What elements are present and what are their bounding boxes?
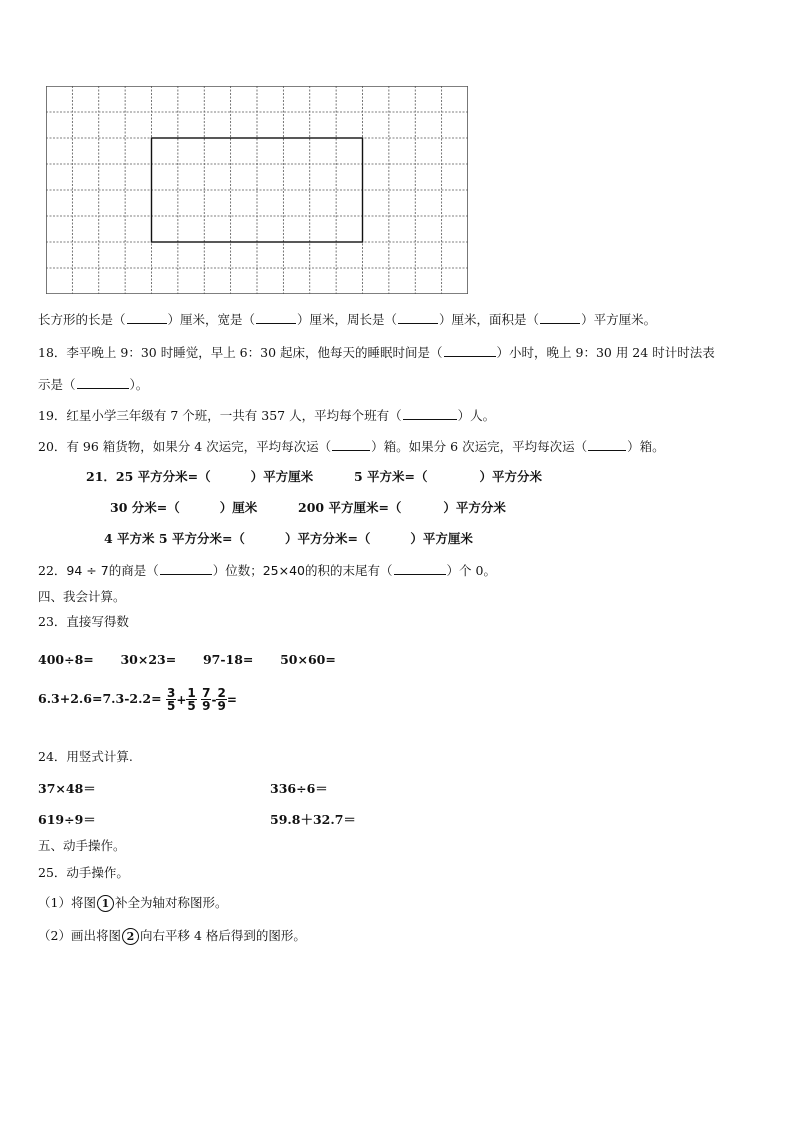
q18-line-2 xyxy=(38,377,148,393)
q21-text-10: ）平方分米=（ xyxy=(284,531,371,546)
q19-text-1: 19．红星小学三年级有 7 个班，一共有 357 人，平均每个班有（ xyxy=(38,408,402,423)
q22-text-4: 的积的末尾有（ xyxy=(305,563,393,578)
q25-step-1 xyxy=(38,895,227,912)
q18-text-2: ）小时，晚上 9：30 用 24 时计时法表 xyxy=(496,345,715,360)
q18-text-3: 示是（ xyxy=(38,377,76,392)
q22-line xyxy=(38,563,496,579)
q21-text-8: ）平方分米 xyxy=(443,500,506,515)
q25-title: 25．动手操作。 xyxy=(38,865,129,880)
q20-blank-1[interactable] xyxy=(332,440,370,451)
q23-fraction-4: $\frac{2}{9}$ xyxy=(217,686,226,713)
grid-svg xyxy=(46,86,468,294)
q19-text-2: ）人。 xyxy=(457,408,496,423)
q24-item-4: 59.8＋32.7＝ xyxy=(270,812,356,827)
circled-one-icon: 1 xyxy=(97,895,114,912)
q17-text-5: ）平方厘米。 xyxy=(581,312,657,327)
q21-text-9: 4 平方米 5 平方分米=（ xyxy=(104,531,245,546)
q21-row-1b xyxy=(354,469,542,485)
q18-text-1: 18．李平晚上 9：30 时睡觉，早上 6：30 起床，他每天的睡眠时间是（ xyxy=(38,345,443,360)
q22-blank-2[interactable] xyxy=(394,564,446,575)
q23-minus: - xyxy=(211,692,217,707)
q22-text-5: ）个 0。 xyxy=(446,563,496,578)
q23-plus: + xyxy=(176,692,187,707)
circled-two-icon: 2 xyxy=(122,928,139,945)
q20-blank-2[interactable] xyxy=(588,440,626,451)
q17-text-2: ）厘米，宽是（ xyxy=(167,312,256,327)
q25-step-1-text-a: （1）将图 xyxy=(38,895,96,910)
q25-step-1-text-b: 补全为轴对称图形。 xyxy=(114,895,228,910)
q23-item-6: 7.3-2.2= xyxy=(102,691,162,706)
q17-blank-area[interactable] xyxy=(540,313,580,324)
q22-expr-1: 94 ÷ 7 xyxy=(66,563,109,578)
q23-fraction-2: $\frac{1}{5}$ xyxy=(187,686,196,713)
q21-row-2b xyxy=(298,500,506,516)
q20-text-3: ）箱。 xyxy=(627,439,665,454)
q18-blank-24h[interactable] xyxy=(77,378,129,389)
q23-fraction-1: $\frac{3}{5}$ xyxy=(166,686,176,713)
q23-equals: = xyxy=(226,692,237,707)
q22-text-1: 22． xyxy=(38,563,67,578)
q21-row-3 xyxy=(104,531,473,547)
q21-text-7: 200 平方厘米=（ xyxy=(298,500,402,515)
q23-fraction-3: $\frac{7}{9}$ xyxy=(202,686,211,713)
q22-text-2: 的商是（ xyxy=(108,563,159,578)
q22-text-3: ）位数； xyxy=(212,563,263,578)
q17-blank-width[interactable] xyxy=(256,313,296,324)
q23-item-4: 50×60= xyxy=(280,652,336,667)
q23-item-2: 30×23= xyxy=(120,652,177,667)
q17-text-3: ）厘米，周长是（ xyxy=(297,312,398,327)
q23-row-1 xyxy=(38,652,336,668)
q21-text-3: 5 平方米=（ xyxy=(354,469,428,484)
q19-blank[interactable] xyxy=(403,409,457,420)
q20-text-1: 20．有 96 箱货物，如果分 4 次运完，平均每次运（ xyxy=(38,439,332,454)
q24-item-2: 336÷6＝ xyxy=(270,781,328,796)
q25-step-2-text-b: 向右平移 4 格后得到的图形。 xyxy=(139,928,306,943)
q21-row-1 xyxy=(86,469,313,485)
q21-text-6: ）厘米 xyxy=(219,500,258,515)
q18-line-1 xyxy=(38,345,715,361)
q17-text-1: 长方形的长是（ xyxy=(38,312,126,327)
q21-text-1: 21．25 平方分米=（ xyxy=(86,469,211,484)
q23-item-1: 400÷8= xyxy=(38,652,94,667)
q23-title: 23．直接写得数 xyxy=(38,614,129,629)
q22-blank-1[interactable] xyxy=(160,564,212,575)
section-5-heading: 五、动手操作。 xyxy=(38,838,126,853)
section-4-heading: 四、我会计算。 xyxy=(38,589,126,604)
q17-blank-length[interactable] xyxy=(127,313,167,324)
q18-blank-hours[interactable] xyxy=(444,346,496,357)
q25-step-2-text-a: （2）画出将图 xyxy=(38,928,121,943)
q19-line xyxy=(38,408,495,424)
q22-expr-2: 25×40 xyxy=(262,563,306,578)
q18-text-4: ）。 xyxy=(129,377,149,392)
q17-blank-perimeter[interactable] xyxy=(398,313,438,324)
q21-text-11: ）平方厘米 xyxy=(410,531,473,546)
q25-step-2 xyxy=(38,928,306,945)
q17-text-4: ）厘米，面积是（ xyxy=(439,312,540,327)
q17-line xyxy=(38,312,656,328)
q23-item-5: 6.3+2.6= xyxy=(38,691,103,706)
q21-text-2: ）平方厘米 xyxy=(250,469,314,484)
q20-text-2: ）箱。如果分 6 次运完，平均每次运（ xyxy=(371,439,588,454)
q21-text-4: ）平方分米 xyxy=(479,469,543,484)
grid-figure xyxy=(46,86,468,294)
q20-line xyxy=(38,439,665,455)
q24-item-1: 37×48＝ xyxy=(38,781,96,796)
q23-item-3: 97-18= xyxy=(202,652,254,667)
q24-item-3: 619÷9＝ xyxy=(38,812,96,827)
q24-title: 24．用竖式计算. xyxy=(38,749,133,764)
q21-text-5: 30 分米=（ xyxy=(110,500,180,515)
q23-row-2 xyxy=(38,682,237,717)
q21-row-2 xyxy=(110,500,257,516)
